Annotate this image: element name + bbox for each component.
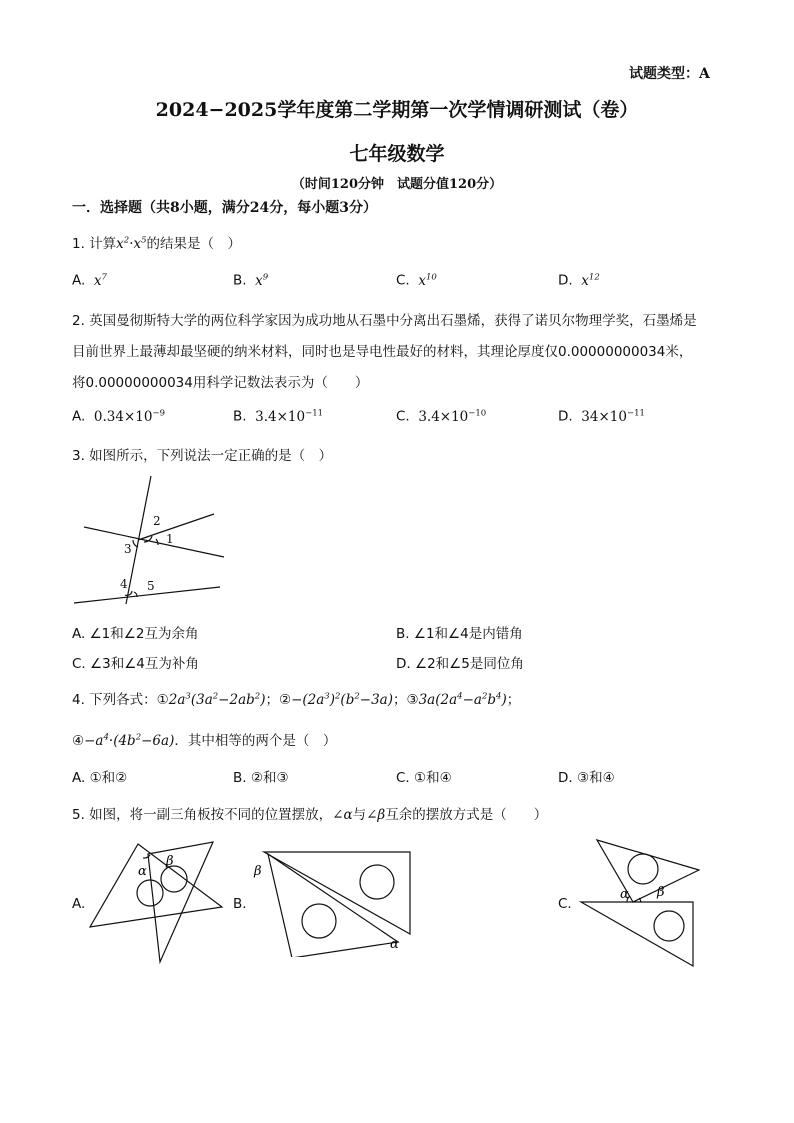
q5-a-hole-1 [137,880,163,906]
q3-option-a[interactable]: A. ∠1和∠2互为余角 [72,626,199,642]
q4-option-a[interactable]: A. ①和② [72,770,128,786]
q5-c-hole-1 [628,854,658,884]
q5-a-alpha-label: α [138,864,147,879]
question-2-line-2: 目前世界上最薄却最坚硬的纳米材料，同时也是导电性最好的材料，其理论厚度仅0.00000000034米， [72,344,693,360]
question-4-line-1: 4. 下列各式：$①2a^3(3a^2-2ab^2)$；$②-(2a^3)^2(b^2-3a)$；$③3a(2a^4-a^2b^4)$； [72,691,521,708]
exam-type-label: 试题类型：A [629,66,710,82]
q3-line-1 [84,527,224,557]
question-4-line-2: $④-a^4\cdot(4b^2-6a)$．其中相等的两个是（ ） [72,732,337,749]
q5-figure-a [88,832,228,967]
q4-option-d[interactable]: D. ③和④ [558,770,615,786]
exam-title: 2024−2025学年度第二学期第一次学情调研测试（卷） [155,99,639,121]
q4-expression-3: $3a(2a^4-a^2b^4)$ [418,691,507,708]
question-3-stem: 3. 如图所示，下列说法一定正确的是（ ） [72,448,333,464]
q5-figure-c [575,836,700,971]
q3-figure [70,470,230,610]
q5-figure-b [250,842,420,957]
q2-option-c[interactable]: C. $3.4\times 10^{-10}$ [396,408,487,425]
q4-expression-1: $2a^3(3a^2-2ab^2)$ [168,691,266,708]
q5-a-triangle-1 [90,844,222,927]
q4-expression-4: $-a^4\cdot(4b^2-6a)$ [84,732,175,749]
q5-c-triangle-2 [581,902,693,966]
q1-option-d[interactable]: D. $x^{12}$ [558,272,600,289]
question-1-stem: 1. 计算$x^2\cdot x^5$的结果是（ ） [72,235,242,252]
q5-option-c[interactable]: C. [558,896,572,912]
exam-info: （时间120分钟 试题分值120分） [291,177,503,192]
q4-option-c[interactable]: C. ①和④ [396,770,452,786]
q4-option-b[interactable]: B. ②和③ [233,770,289,786]
q1-expression: $x^2\cdot x^5$ [116,235,147,252]
q2-option-d[interactable]: D. $34\times 10^{-11}$ [558,408,645,425]
q3-line-2 [138,514,214,540]
exam-subject: 七年级数学 [349,143,445,165]
q5-option-a[interactable]: A. [72,896,86,912]
question-5-stem: 5. 如图，将一副三角板按不同的位置摆放，∠α与∠β互余的摆放方式是（ ） [72,807,548,823]
q3-option-d[interactable]: D. ∠2和∠5是同位角 [396,656,524,672]
q5-a-beta-label: β [166,854,174,869]
q1-option-c[interactable]: C. $x^{10}$ [396,272,437,289]
q3-option-b[interactable]: B. ∠1和∠4是内错角 [396,626,523,642]
q5-option-b[interactable]: B. [233,896,247,912]
q3-label-4: 4 [120,577,128,591]
q1-option-b[interactable]: B. $x^9$ [233,272,269,289]
q5-a-hole-2 [161,866,187,892]
q5-b-hole-1 [360,865,394,899]
section-heading: 一．选择题（共8小题，满分24分，每小题3分） [72,200,377,216]
question-2-line-1: 2. 英国曼彻斯特大学的两位科学家因为成功地从石墨中分离出石墨烯，获得了诺贝尔物理学奖，石墨烯是 [72,313,697,329]
q3-label-5: 5 [147,579,155,593]
q3-label-1: 1 [166,532,174,546]
q5-b-triangle-2 [268,854,398,957]
q5-b-triangle-1 [264,852,410,934]
q2-option-b[interactable]: B. $3.4\times 10^{-11}$ [233,408,324,425]
q5-a-triangle-2 [148,842,213,962]
q5-c-hole-2 [654,911,684,941]
q3-label-3: 3 [124,542,132,556]
q2-option-a[interactable]: A. $0.34\times 10^{-9}$ [72,408,165,425]
q5-c-alpha-label: α [620,887,629,902]
question-2-line-3: 将0.00000000034用科学记数法表示为（ ） [72,375,369,391]
q5-b-alpha-label: α [390,937,399,952]
q5-b-hole-2 [302,904,336,938]
q3-option-c[interactable]: C. ∠3和∠4互为补角 [72,656,199,672]
q5-b-beta-label: β [254,864,262,879]
q5-c-beta-label: β [657,885,665,900]
q5-c-triangle-1 [597,840,699,902]
q3-label-2: 2 [153,514,161,528]
q4-expression-2: $-(2a^3)^2(b^2-3a)$ [291,691,393,708]
q1-option-a[interactable]: A. $x^7$ [72,272,107,289]
